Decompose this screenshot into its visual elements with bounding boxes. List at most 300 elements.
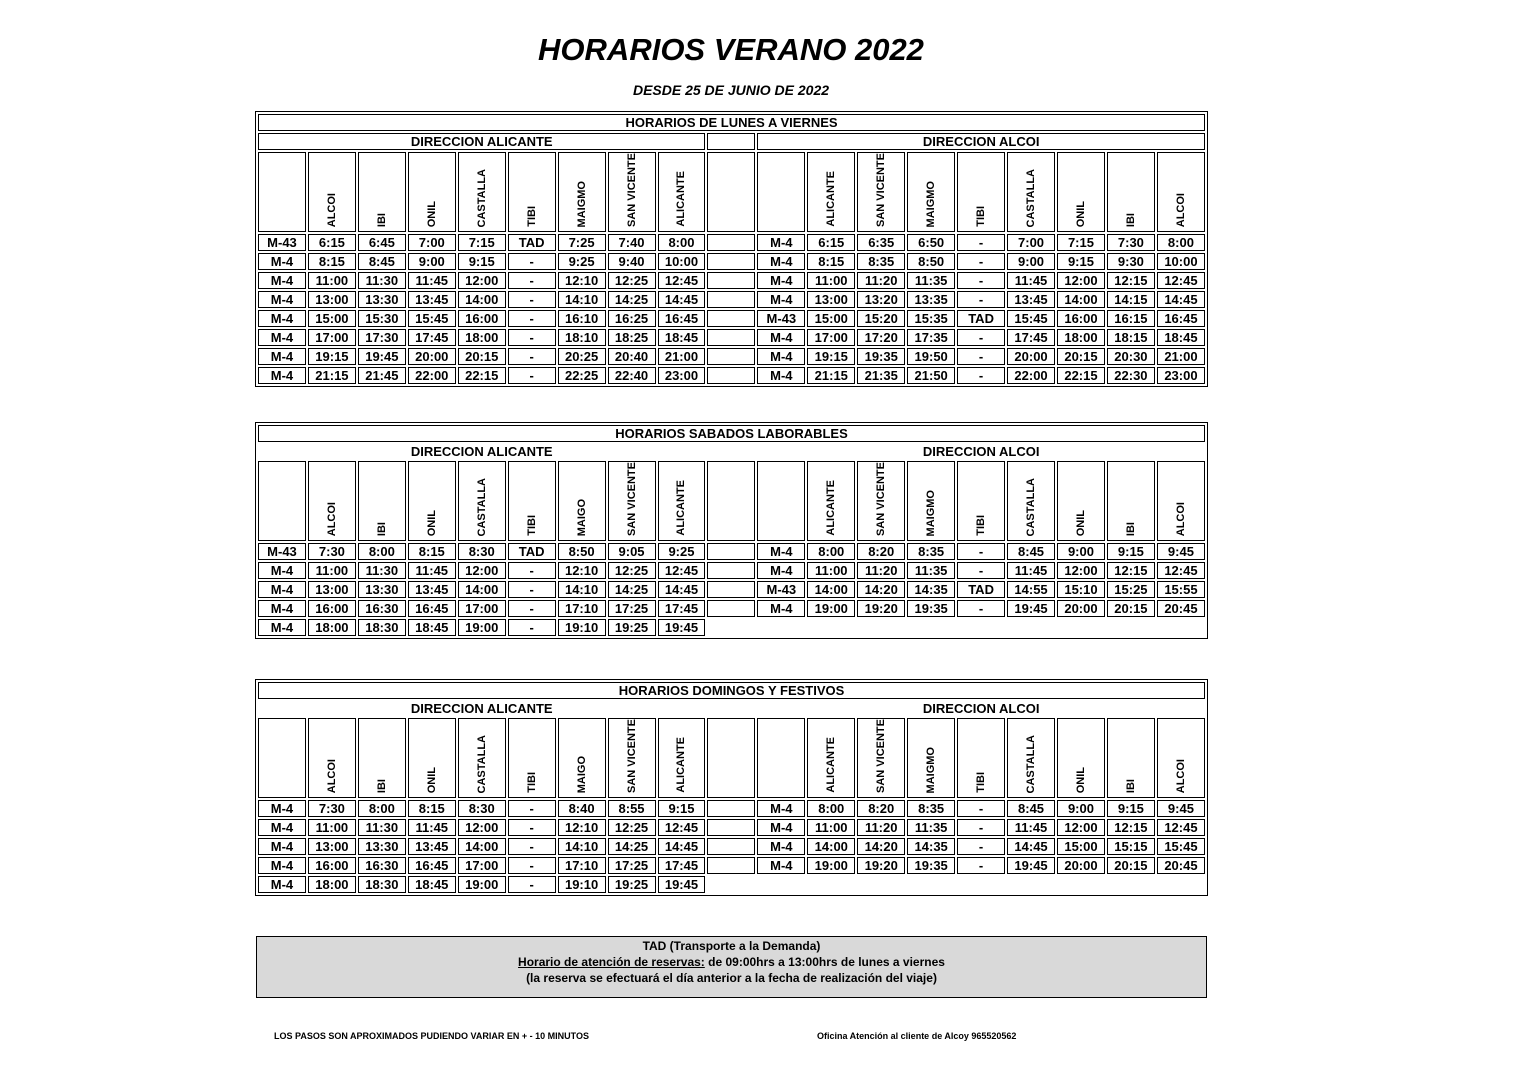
stop-header xyxy=(1007,152,1055,232)
line-code: M-43 xyxy=(757,310,805,327)
time-cell: 12:00 xyxy=(1057,819,1105,836)
time-cell: 8:50 xyxy=(558,543,606,560)
time-cell: 11:00 xyxy=(807,562,855,579)
time-cell: 9:15 xyxy=(1107,800,1155,817)
time-cell: 19:15 xyxy=(807,348,855,365)
empty-cell xyxy=(757,876,805,893)
time-cell: 11:35 xyxy=(907,819,955,836)
time-cell: 11:45 xyxy=(1007,819,1055,836)
time-cell: 12:45 xyxy=(1157,562,1205,579)
weekday-schedule xyxy=(255,111,1208,387)
saturday-schedule xyxy=(255,422,1208,639)
stop-name: SAN VICENTE xyxy=(625,153,638,227)
stop-header xyxy=(658,461,706,541)
time-cell: 18:45 xyxy=(658,329,706,346)
stop-name: SAN VICENTE xyxy=(625,719,638,793)
time-cell: 16:25 xyxy=(608,310,656,327)
table-row xyxy=(258,543,1205,560)
time-cell: 17:45 xyxy=(1007,329,1055,346)
time-cell: 23:00 xyxy=(1157,367,1205,384)
time-cell: 12:45 xyxy=(658,819,706,836)
time-cell: 12:45 xyxy=(1157,819,1205,836)
time-cell: - xyxy=(508,819,556,836)
time-cell: 8:15 xyxy=(807,253,855,270)
tad-info-box xyxy=(256,936,1207,998)
table-row xyxy=(258,348,1205,365)
line-code: M-4 xyxy=(757,819,805,836)
line-code: M-4 xyxy=(258,272,306,289)
time-cell: 8:45 xyxy=(1007,800,1055,817)
time-cell: 19:50 xyxy=(907,348,955,365)
stop-name: ONIL xyxy=(425,200,438,227)
time-cell: 19:35 xyxy=(857,348,905,365)
footer-disclaimer: LOS PASOS SON APROXIMADOS PUDIENDO VARIAR EN + - 10 MINUTOS xyxy=(274,1031,589,1041)
line-code: M-4 xyxy=(258,619,306,636)
time-cell: 21:00 xyxy=(658,348,706,365)
line-code: M-4 xyxy=(757,600,805,617)
stop-name: ONIL xyxy=(425,509,438,536)
time-cell: 18:00 xyxy=(1057,329,1105,346)
time-cell: 10:00 xyxy=(1157,253,1205,270)
time-cell: 12:00 xyxy=(1057,562,1105,579)
line-code: M-4 xyxy=(258,253,306,270)
header-line-blank xyxy=(757,718,805,798)
direction-alcoi-label: DIRECCION ALCOI xyxy=(757,133,1205,150)
stop-header xyxy=(807,152,855,232)
time-cell: 7:25 xyxy=(558,234,606,251)
time-cell: 17:00 xyxy=(458,857,506,874)
stop-header xyxy=(1107,152,1155,232)
time-cell: 22:25 xyxy=(558,367,606,384)
stop-name: MAIGMO xyxy=(925,489,938,536)
row-gap xyxy=(707,272,755,289)
time-cell: 9:25 xyxy=(658,543,706,560)
row-gap xyxy=(707,348,755,365)
time-cell: 16:15 xyxy=(1107,310,1155,327)
time-cell: - xyxy=(508,562,556,579)
line-code: M-43 xyxy=(258,234,306,251)
stop-header xyxy=(1007,718,1055,798)
time-cell: 13:45 xyxy=(1007,291,1055,308)
stop-name: IBI xyxy=(1124,521,1137,536)
time-cell: 9:15 xyxy=(658,800,706,817)
time-cell: 18:00 xyxy=(308,876,356,893)
time-cell: 12:45 xyxy=(1157,272,1205,289)
stop-name: CASTALLA xyxy=(475,477,488,536)
stop-header xyxy=(957,718,1005,798)
stop-header xyxy=(907,461,955,541)
table-row xyxy=(258,272,1205,289)
time-cell: 18:45 xyxy=(408,876,456,893)
time-cell: 13:45 xyxy=(408,291,456,308)
empty-cell xyxy=(857,619,905,636)
line-code: M-4 xyxy=(757,329,805,346)
time-cell: 14:00 xyxy=(807,581,855,598)
line-code: M-4 xyxy=(258,857,306,874)
time-cell: - xyxy=(508,619,556,636)
time-cell: 14:10 xyxy=(558,581,606,598)
stop-name: ALCOI xyxy=(1174,192,1187,227)
stop-name: SAN VICENTE xyxy=(875,153,888,227)
time-cell: 15:00 xyxy=(807,310,855,327)
stop-header xyxy=(358,461,406,541)
row-gap xyxy=(707,367,755,384)
line-code: M-43 xyxy=(757,581,805,598)
empty-cell xyxy=(1107,876,1155,893)
time-cell: - xyxy=(957,253,1005,270)
time-cell: - xyxy=(957,543,1005,560)
time-cell: 20:15 xyxy=(1107,857,1155,874)
time-cell: 8:50 xyxy=(907,253,955,270)
time-cell: 21:50 xyxy=(907,367,955,384)
time-cell: - xyxy=(508,253,556,270)
time-cell: 16:45 xyxy=(1157,310,1205,327)
time-cell: 8:30 xyxy=(458,800,506,817)
line-code: M-4 xyxy=(258,838,306,855)
time-cell: 16:30 xyxy=(358,600,406,617)
time-cell: 14:45 xyxy=(658,291,706,308)
stop-name: ALICANTE xyxy=(675,171,688,227)
time-cell: 6:15 xyxy=(807,234,855,251)
table-row xyxy=(258,310,1205,327)
time-cell: 11:45 xyxy=(408,819,456,836)
stop-header xyxy=(1057,461,1105,541)
table-row xyxy=(258,329,1205,346)
time-cell: 14:20 xyxy=(857,838,905,855)
time-cell: 14:00 xyxy=(458,291,506,308)
empty-cell xyxy=(1157,876,1205,893)
time-cell: - xyxy=(957,329,1005,346)
table-row xyxy=(258,367,1205,384)
line-code: M-4 xyxy=(258,329,306,346)
time-cell: - xyxy=(957,272,1005,289)
time-cell: 19:15 xyxy=(308,348,356,365)
stop-header xyxy=(608,461,656,541)
stop-header xyxy=(558,152,606,232)
page-title: HORARIOS VERANO 2022 xyxy=(538,32,924,67)
table-row xyxy=(258,857,1205,874)
row-gap xyxy=(707,253,755,270)
time-cell: 14:10 xyxy=(558,291,606,308)
time-cell: 8:20 xyxy=(857,543,905,560)
time-cell: 20:00 xyxy=(408,348,456,365)
empty-cell xyxy=(1157,619,1205,636)
stop-name: IBI xyxy=(1124,778,1137,793)
direction-alcoi-label: DIRECCION ALCOI xyxy=(922,701,1040,716)
stop-name: SAN VICENTE xyxy=(875,719,888,793)
stop-name: IBI xyxy=(1124,212,1137,227)
time-cell: 19:25 xyxy=(608,619,656,636)
time-cell: 19:20 xyxy=(857,600,905,617)
stop-name: ALICANTE xyxy=(675,737,688,793)
empty-cell xyxy=(707,876,755,893)
stop-header xyxy=(1157,461,1205,541)
time-cell: 12:25 xyxy=(608,562,656,579)
stop-header xyxy=(1157,152,1205,232)
time-cell: 15:10 xyxy=(1057,581,1105,598)
schedule-table xyxy=(255,679,1208,896)
stop-header xyxy=(508,461,556,541)
line-code: M-4 xyxy=(258,819,306,836)
time-cell: 14:15 xyxy=(1107,291,1155,308)
time-cell: 14:10 xyxy=(558,838,606,855)
stop-header xyxy=(1057,152,1105,232)
empty-cell xyxy=(1007,876,1055,893)
section-title: HORARIOS DOMINGOS Y FESTIVOS xyxy=(258,682,1205,699)
stop-name: CASTALLA xyxy=(1025,168,1038,227)
row-gap xyxy=(707,310,755,327)
time-cell: 19:00 xyxy=(458,876,506,893)
page-subtitle: DESDE 25 DE JUNIO DE 2022 xyxy=(632,82,830,98)
empty-cell xyxy=(1057,876,1105,893)
direction-alicante-label: DIRECCION ALICANTE xyxy=(410,701,553,716)
stop-header xyxy=(308,461,356,541)
time-cell: 11:30 xyxy=(358,562,406,579)
time-cell: - xyxy=(508,800,556,817)
stop-header xyxy=(558,461,606,541)
time-cell: 12:25 xyxy=(608,272,656,289)
section-title: HORARIOS DE LUNES A VIERNES xyxy=(258,114,1205,131)
time-cell: 13:00 xyxy=(308,581,356,598)
time-cell: 7:15 xyxy=(1057,234,1105,251)
line-code: M-4 xyxy=(757,234,805,251)
time-cell: 11:00 xyxy=(308,272,356,289)
time-cell: 20:40 xyxy=(608,348,656,365)
row-gap xyxy=(707,800,755,817)
time-cell: 17:10 xyxy=(558,857,606,874)
stop-header xyxy=(807,718,855,798)
time-cell: 8:00 xyxy=(358,800,406,817)
time-cell: 6:50 xyxy=(907,234,955,251)
row-gap xyxy=(707,581,755,598)
stop-name: ONIL xyxy=(1074,200,1087,227)
stop-header xyxy=(957,152,1005,232)
time-cell: 20:15 xyxy=(1107,600,1155,617)
time-cell: 22:00 xyxy=(1007,367,1055,384)
time-cell: 22:15 xyxy=(1057,367,1105,384)
stop-header xyxy=(508,718,556,798)
time-cell: 15:15 xyxy=(1107,838,1155,855)
line-code: M-43 xyxy=(258,543,306,560)
time-cell: 23:00 xyxy=(658,367,706,384)
empty-cell xyxy=(957,876,1005,893)
time-cell: 12:25 xyxy=(608,819,656,836)
stop-name: IBI xyxy=(375,778,388,793)
time-cell: 11:45 xyxy=(1007,272,1055,289)
stop-name: SAN VICENTE xyxy=(625,462,638,536)
time-cell: - xyxy=(957,838,1005,855)
time-cell: 8:15 xyxy=(408,800,456,817)
stop-name: ALICANTE xyxy=(825,171,838,227)
time-cell: 9:00 xyxy=(1007,253,1055,270)
stop-header xyxy=(608,152,656,232)
time-cell: 18:10 xyxy=(558,329,606,346)
time-cell: 20:15 xyxy=(1057,348,1105,365)
time-cell: 8:00 xyxy=(658,234,706,251)
direction-alcoi-label: DIRECCION ALCOI xyxy=(922,444,1040,459)
direction-spacer xyxy=(707,701,755,716)
time-cell: 11:20 xyxy=(857,272,905,289)
stop-header xyxy=(857,461,905,541)
time-cell: 17:35 xyxy=(907,329,955,346)
time-cell: 18:00 xyxy=(458,329,506,346)
stop-header xyxy=(408,152,456,232)
time-cell: - xyxy=(508,329,556,346)
time-cell: 12:00 xyxy=(458,272,506,289)
empty-cell xyxy=(907,619,955,636)
stop-header xyxy=(658,718,706,798)
stop-header xyxy=(1157,718,1205,798)
time-cell: - xyxy=(508,876,556,893)
stop-header xyxy=(807,461,855,541)
empty-cell xyxy=(1107,619,1155,636)
time-cell: 15:25 xyxy=(1107,581,1155,598)
time-cell: 15:00 xyxy=(1057,838,1105,855)
time-cell: 9:40 xyxy=(608,253,656,270)
time-cell: 8:15 xyxy=(408,543,456,560)
time-cell: 18:15 xyxy=(1107,329,1155,346)
time-cell: 14:45 xyxy=(658,581,706,598)
time-cell: 20:45 xyxy=(1157,600,1205,617)
time-cell: 8:00 xyxy=(1157,234,1205,251)
stop-name: TIBI xyxy=(525,206,538,227)
table-row xyxy=(258,876,1205,893)
time-cell: - xyxy=(508,348,556,365)
stop-name: ONIL xyxy=(1074,509,1087,536)
time-cell: 15:45 xyxy=(1157,838,1205,855)
stop-name: SAN VICENTE xyxy=(875,462,888,536)
direction-spacer xyxy=(707,444,755,459)
line-code: M-4 xyxy=(757,800,805,817)
time-cell: 17:20 xyxy=(857,329,905,346)
row-gap xyxy=(707,329,755,346)
time-cell: 8:00 xyxy=(807,543,855,560)
time-cell: 14:00 xyxy=(458,581,506,598)
line-code: M-4 xyxy=(258,367,306,384)
time-cell: 14:00 xyxy=(1057,291,1105,308)
header-line-blank xyxy=(757,461,805,541)
line-code: M-4 xyxy=(258,562,306,579)
time-cell: 17:45 xyxy=(658,600,706,617)
line-code: M-4 xyxy=(258,348,306,365)
stop-name: MAIGO xyxy=(575,755,588,793)
time-cell: 17:30 xyxy=(358,329,406,346)
time-cell: 11:00 xyxy=(807,819,855,836)
line-code: M-4 xyxy=(258,600,306,617)
time-cell: 20:45 xyxy=(1157,857,1205,874)
time-cell: 7:30 xyxy=(308,543,356,560)
table-row xyxy=(258,600,1205,617)
time-cell: 15:30 xyxy=(358,310,406,327)
time-cell: 7:00 xyxy=(408,234,456,251)
time-cell: 11:00 xyxy=(308,562,356,579)
stop-header xyxy=(458,461,506,541)
stop-header xyxy=(907,718,955,798)
time-cell: 8:00 xyxy=(358,543,406,560)
time-cell: 12:10 xyxy=(558,819,606,836)
time-cell: 16:00 xyxy=(308,600,356,617)
time-cell: 11:45 xyxy=(408,562,456,579)
header-gap xyxy=(707,152,755,232)
time-cell: 17:45 xyxy=(408,329,456,346)
stop-header xyxy=(308,718,356,798)
time-cell: 16:45 xyxy=(658,310,706,327)
direction-spacer xyxy=(707,133,755,150)
stop-header xyxy=(1107,461,1155,541)
stop-name: ALICANTE xyxy=(825,480,838,536)
time-cell: 20:00 xyxy=(1057,600,1105,617)
stop-header xyxy=(907,152,955,232)
time-cell: 6:45 xyxy=(358,234,406,251)
time-cell: 16:10 xyxy=(558,310,606,327)
line-code: M-4 xyxy=(258,291,306,308)
tad-hours-text: de 09:00hrs a 13:00hrs de lunes a viernes xyxy=(704,955,945,969)
header-line-blank xyxy=(258,461,306,541)
stop-name: CASTALLA xyxy=(475,168,488,227)
line-code: M-4 xyxy=(757,857,805,874)
time-cell: 13:30 xyxy=(358,838,406,855)
time-cell: 20:25 xyxy=(558,348,606,365)
stop-name: ALCOI xyxy=(1174,758,1187,793)
time-cell: - xyxy=(957,291,1005,308)
time-cell: 14:00 xyxy=(458,838,506,855)
time-cell: 19:45 xyxy=(1007,857,1055,874)
empty-cell xyxy=(1057,619,1105,636)
section-title: HORARIOS SABADOS LABORABLES xyxy=(258,425,1205,442)
line-code: M-4 xyxy=(757,367,805,384)
time-cell: 14:55 xyxy=(1007,581,1055,598)
time-cell: 16:45 xyxy=(408,600,456,617)
stop-name: ALCOI xyxy=(325,758,338,793)
time-cell: 19:20 xyxy=(857,857,905,874)
time-cell: TAD xyxy=(508,543,556,560)
time-cell: - xyxy=(957,234,1005,251)
stop-header xyxy=(458,152,506,232)
time-cell: 21:35 xyxy=(857,367,905,384)
time-cell: 8:35 xyxy=(857,253,905,270)
table-row xyxy=(258,619,1205,636)
stop-header xyxy=(358,152,406,232)
time-cell: - xyxy=(957,348,1005,365)
time-cell: 12:45 xyxy=(658,562,706,579)
sunday-holiday-schedule xyxy=(255,679,1208,896)
tad-title: TAD (Transporte a la Demanda) xyxy=(642,939,821,953)
stop-header xyxy=(458,718,506,798)
empty-cell xyxy=(757,619,805,636)
time-cell: 12:10 xyxy=(558,562,606,579)
time-cell: 15:55 xyxy=(1157,581,1205,598)
time-cell: 12:00 xyxy=(458,562,506,579)
time-cell: 20:30 xyxy=(1107,348,1155,365)
stop-name: ONIL xyxy=(425,766,438,793)
time-cell: - xyxy=(508,581,556,598)
time-cell: 22:15 xyxy=(458,367,506,384)
time-cell: - xyxy=(957,562,1005,579)
empty-cell xyxy=(957,619,1005,636)
time-cell: 19:45 xyxy=(658,619,706,636)
time-cell: 8:40 xyxy=(558,800,606,817)
time-cell: 8:45 xyxy=(1007,543,1055,560)
stop-name: MAIGMO xyxy=(575,180,588,227)
time-cell: 7:15 xyxy=(458,234,506,251)
stop-name: IBI xyxy=(375,521,388,536)
time-cell: 11:30 xyxy=(358,819,406,836)
time-cell: 22:00 xyxy=(408,367,456,384)
time-cell: 14:25 xyxy=(608,291,656,308)
time-cell: 8:15 xyxy=(308,253,356,270)
stop-name: TIBI xyxy=(525,515,538,536)
empty-cell xyxy=(1007,619,1055,636)
